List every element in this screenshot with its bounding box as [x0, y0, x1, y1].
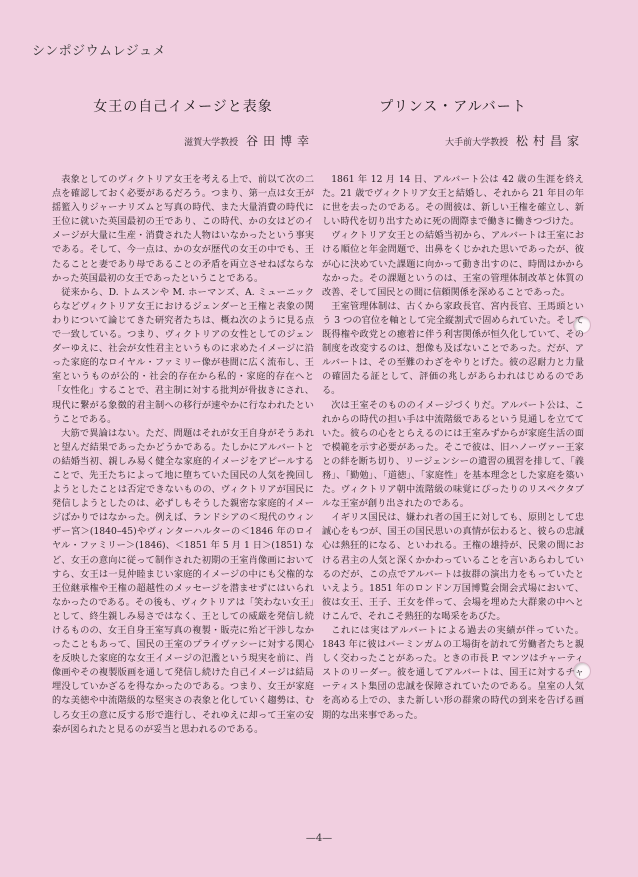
article-right: [322, 96, 584, 723]
paragraph: 次は王室そのもののイメージづくりだ。アルバート公は、これからの時代の担い手は中流階級であるという見通しを立てていた。彼らの心をとらえるのには王室みずからが家庭生活の面で模範を示す必要があった。そこで彼は、旧ハノーヴァー王家との絆を断ち切り、リージェンシーの遺習の風習を排して、「義務」、「勤勉」、「道徳」、「家庭性」を基本理念とした家庭を築いた。ヴィクトリア朝中流階級の味覚にぴったりのリスペクタブルな王室が創り出されたのである。: [322, 399, 584, 510]
author-name: 谷田博幸: [245, 134, 314, 148]
article-title-right: プリンス・アルバート: [379, 99, 527, 115]
paragraph: ヴィクトリア女王との結婚当初から、アルバートは王室における順位と年金問題で、出鼻をくじかれた思いであったが、彼が心に決めていた課題に向かって動き出すのに、時間はかからなかった。その課題というのは、王室の管理体制改革と体質の改善、そして国民との間に信頼関係を深めることであった。: [322, 230, 584, 298]
article-left: [52, 96, 314, 737]
paragraph: 従来から、D. トムスンや M. ホーマンズ、A. ミューニックらなどヴィクトリア女王におけるジェンダーと王権と表象の関わりについて論じてきた研究者たちは、概ね次のように見る点で一致している。つまり、ヴィクトリアの女性としてのジェンダーゆえに、社会が女性君主というものに求めたイメージに沿った家庭的なロイヤル・ファミリー像が巷間に広く流布し、王室というものが公的・社会的存在から私的・家庭的存在へと「女性化」することで、君主制に対する批判が骨抜きにされ、現代に繋がる象徴的君主制への移行が速やかに行なわれたということである。: [52, 286, 314, 425]
author-affiliation: 滋賀大学教授: [184, 138, 239, 148]
author-name: 松村昌家: [515, 134, 584, 148]
article-body-left: [52, 173, 314, 737]
author-line-left: [52, 132, 314, 149]
paragraph: これには実はアルバートによる過去の実績が伴っていた。1843 年に彼はバーミンガムの工場街を訪れて労働者たちと親しく交わったことがあった。ときの市長 P. マンツはチャーティストのリーダー。彼を通してアルバートは、国王に対するチャーティスト集団の忠誠を保障されていたのである。皇室の人気を高める上での、また新しい形の群衆の時代の到来を告げる画期的な出来事であった。: [322, 625, 584, 721]
paragraph: 1861 年 12 月 14 日、アルバート公は 42 歳の生涯を終えた。21 歳でヴィクトリア女王と結婚し、それから 21 年目の年に世を去ったのである。その間彼は、新しい王権を確立し、新しい時代を切り出すために死の間際まで働きに働きつづけた。: [322, 174, 584, 228]
paragraph: 表象としてのヴィクトリア女王を考える上で、前以て次の二点を確認しておく必要があるだろう。つまり、第一点は女王が揺籃入りジャーナリズムと写真の時代、また大量消費の時代に王位に就いた英国最初の王であり、この時代、かの女はどのイメージが大量に生産・消費された人物はいなかったという事実である。そして、今一点は、かの女が歴代の女王の中でも、王たることと妻であり母であることの矛盾を両立させねばならなかった英国最初の女王であったということである。: [52, 174, 314, 284]
author-line-right: [322, 132, 584, 149]
article-body-right: [322, 173, 584, 723]
paragraph: イギリス国民は、嫌われ者の国王に対しても、原則として忠誠心をもつが、国王の国民思いの真情が伝わると、彼らの忠誠心は熱狂的になる、といわれる。王権の雄持が、民衆の間における君主の人気と深くかかわっていることを言いあらわしているのだが、この点でアルバートは抜群の演出力をもっていたといえよう。1851 年のロンドン万国博覧会開会式場において、彼は女王、王子、王女を伴って、会場を埋めた大群衆の中へとけこんで、それこそ熱狂的な喝采をあびた。: [322, 512, 584, 622]
section-label: シンポジウムレジュメ: [32, 44, 166, 59]
article-title-left: 女王の自己イメージと表象: [93, 99, 273, 115]
author-affiliation: 大手前大学教授: [445, 138, 509, 148]
paragraph: 王室管理体制は、古くから家政長官、宮内長官、王馬頭という 3 つの官位を軸として完全縦割式で固められていた。そして既得権や政党との癒着に伴う利害関係が恒久化していて、その制度を改変するのは、想像も及ばないことであった。だが、アルバートは、その至難のわざをやりとげた。彼の忍耐力と力量の確固たる証として、評価の兆しがあらわれはじめるのである。: [322, 300, 584, 397]
page-number: —4—: [305, 833, 333, 844]
paragraph: 大筋で異論はない。ただ、問題はそれが女王自身がそうあれと望んだ結果であったかどうかである。たしかにアルバートとの結婚当初、親しみ易く健全な家庭的イメージをアピールすることで、先王たちによって地に堕ちていた国民の人気を挽回しようとしたことは否定できないものの、ヴィクトリアが国民に発信しようとしたのは、必ずしもそうした親密な家庭的イメージばかりではなかった。例えば、ランドシアの＜現代のウィンザー宮＞(1840–45)やヴィンターハルターの＜1846 年のロイヤル・ファミリー＞(1846)、＜1851 年 5 月 1 日＞(1851) など、女王の意向に従って制作された初期の王室肖像画においてすら、女王は一見仲睦まじい家庭的イメージの中にも父権的な王位継承権や王権の超越性のメッセージを潜ませずにはいられなかったのである。その後も、ヴィクトリアは「笑わない女王」として、終生親しみ易さではなく、王としての威厳を発信し続けるものの、女王自身王室写真の複製・販売に殆ど干渉しなかったこともあって、国民の王室のプライヴァシーに対する関心を反映した家庭的な女王イメージの氾濫という現実を前に、肖像画やその複製版画を通して発信し続けた自己イメージは結局埋没していかざるを得なかったのである。つまり、女王が家庭的な美徳や中流階級的な堅実さの表象と化していく趨勢は、むしろ女王の意に反する形で進行し、それゆえに却って王室の安泰が図られたと見るのが妥当と思われるのである。: [52, 427, 314, 735]
